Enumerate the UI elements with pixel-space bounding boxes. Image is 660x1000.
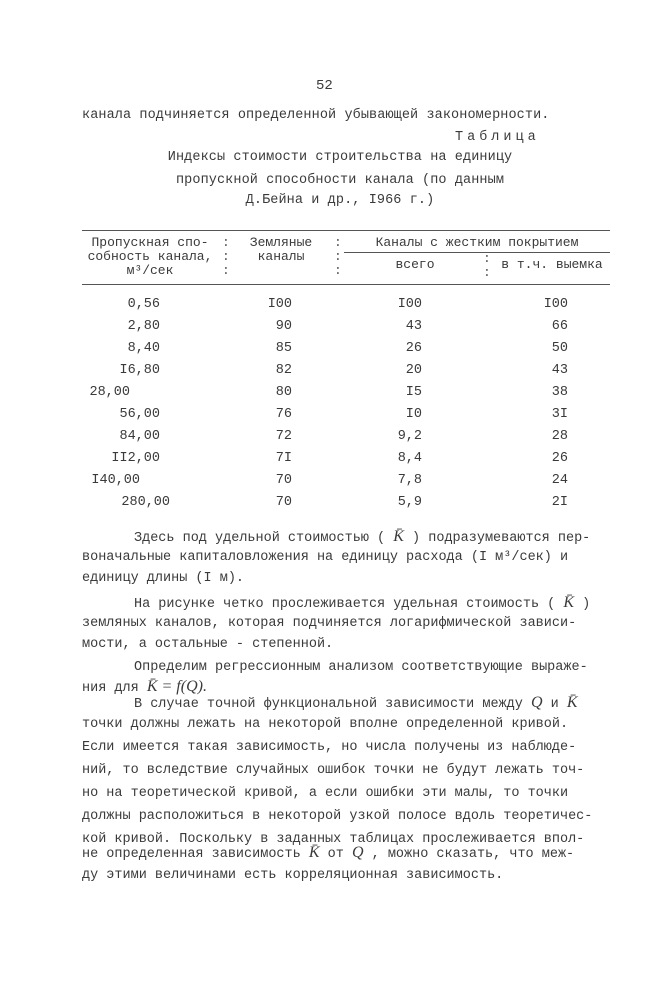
paragraph-4-line-2: точки должны лежать на некоторой вполне определенной кривой. <box>82 717 569 732</box>
table-row <box>0 451 660 473</box>
cell-earth: 76 <box>275 407 292 422</box>
cell-total: I0 <box>405 407 422 422</box>
header-capacity-line-1: Пропускная спо- <box>91 235 209 250</box>
paragraph-4-line-7: кой кривой. Поскольку в заданных таблицах прослеживается впол- <box>82 832 585 847</box>
table-row <box>0 363 660 385</box>
cell-earth: 70 <box>275 495 292 510</box>
cell-cut: I00 <box>543 297 568 312</box>
header-total: всего <box>395 257 435 272</box>
table-row <box>0 407 660 429</box>
header-earth-line-2: каналы <box>257 249 305 264</box>
cell-capacity: 2,80 <box>127 319 160 334</box>
cell-earth: 82 <box>275 363 292 378</box>
cell-cut: 50 <box>551 341 568 356</box>
paragraph-3-line-1: Определим регрессионным анализом соответствующие выраже- <box>134 660 588 675</box>
table-label: Таблица <box>455 130 540 145</box>
p1-text-b: ) подразумеваются пер- <box>412 531 591 546</box>
cell-total: I5 <box>405 385 422 400</box>
header-capacity <box>80 236 220 278</box>
intro-line: канала подчиняется определенной убывающей закономерности. <box>82 108 550 123</box>
p2-text-a: На рисунке четко прослеживается удельная стоимость ( <box>134 597 556 612</box>
p3-text-a: ния для <box>82 681 139 696</box>
table-row <box>0 429 660 451</box>
table-row <box>0 297 660 319</box>
cell-capacity: 8,40 <box>127 341 160 356</box>
cell-cut: 24 <box>551 473 568 488</box>
table-title-line-2: пропускной способности канала (по данным <box>175 173 505 188</box>
paragraph-1-line-1 <box>134 526 590 549</box>
cell-earth: 85 <box>275 341 292 356</box>
k-bar-symbol: K̄ <box>393 528 404 545</box>
cell-total: 26 <box>405 341 422 356</box>
table-row <box>0 319 660 341</box>
cell-capacity: I40,00 <box>91 473 140 488</box>
cell-cut: 3I <box>551 407 568 422</box>
cell-total: 9,2 <box>397 429 422 444</box>
table-title-line-3: Д.Бейна и др., I966 г.) <box>245 193 435 208</box>
cell-earth: 72 <box>275 429 292 444</box>
cell-capacity: 56,00 <box>119 407 160 422</box>
table-row <box>0 385 660 407</box>
p4-text-a: В случае точной функциональной зависимости между <box>134 697 523 712</box>
cell-earth: 7I <box>275 451 292 466</box>
cell-cut: 38 <box>551 385 568 400</box>
cell-cut: 43 <box>551 363 568 378</box>
k-bar-symbol: K̄ <box>566 694 578 711</box>
cell-cut: 66 <box>551 319 568 334</box>
cell-capacity: 28,00 <box>89 385 130 400</box>
header-cut: в т.ч. выемка <box>501 257 603 272</box>
cell-total: 7,8 <box>397 473 422 488</box>
q-symbol: Q <box>351 844 364 861</box>
cell-earth: 70 <box>275 473 292 488</box>
p4-l8-text-b: , можно сказать, что меж- <box>371 847 575 862</box>
page-number: 52 <box>316 78 333 94</box>
p4-l8-text-a: не определенная зависимость <box>82 847 301 862</box>
header-capacity-line-2: собность канала, <box>87 249 213 264</box>
table-row <box>0 495 660 517</box>
cell-total: 8,4 <box>397 451 422 466</box>
cell-capacity: I6,80 <box>119 363 160 378</box>
header-rigid-group: Каналы с жестким покрытием <box>375 235 579 250</box>
cell-total: 5,9 <box>397 495 422 510</box>
cell-total: 20 <box>405 363 422 378</box>
table-top-rule <box>82 230 610 231</box>
paragraph-4-line-6: должны расположиться в некоторой узкой полосе вдоль теоретичес- <box>82 809 593 824</box>
table-header-bottom-rule <box>82 284 610 285</box>
k-bar-symbol: K̄ <box>308 844 320 861</box>
p2-text-b: ) <box>582 597 591 612</box>
header-earth-line-1: Земляные <box>249 235 313 250</box>
cell-total: 43 <box>405 319 422 334</box>
header-separator-2: : : : <box>334 235 342 278</box>
cell-capacity: 84,00 <box>119 429 160 444</box>
cell-cut: 28 <box>551 429 568 444</box>
q-symbol: Q <box>530 694 543 711</box>
paragraph-2-line-1 <box>134 592 590 615</box>
header-separator-3: : : <box>483 251 491 280</box>
paragraph-4-line-8 <box>82 842 574 865</box>
paragraph-4-line-3: Если имеется такая зависимость, но числа получены из наблюде- <box>82 740 577 755</box>
cell-capacity: II2,00 <box>111 451 160 466</box>
paragraph-4-line-9: ду этими величинами есть корреляционная зависимость. <box>82 868 504 883</box>
cell-earth: 90 <box>275 319 292 334</box>
cell-cut: 2I <box>551 495 568 510</box>
table-row <box>0 341 660 363</box>
header-separator-1: : : : <box>222 235 230 278</box>
paragraph-4-line-1 <box>134 692 578 715</box>
cell-cut: 26 <box>551 451 568 466</box>
p1-text-a: Здесь под удельной стоимостью ( <box>134 531 386 546</box>
paragraph-2-line-2: земляных каналов, которая подчиняется логарифмической зависи- <box>82 616 577 631</box>
paragraph-4-line-4: ний, то вследствие случайных ошибок точки не будут лежать точ- <box>82 763 585 778</box>
cell-total: I00 <box>397 297 422 312</box>
table-row <box>0 473 660 495</box>
group-rule <box>344 252 610 253</box>
p4-l8-ot: от <box>327 847 344 862</box>
table-title-line-1: Индексы стоимости строительства на единицу <box>167 150 513 165</box>
p4-and: и <box>550 697 559 712</box>
cell-earth: 80 <box>275 385 292 400</box>
paragraph-4-line-5: но на теоретической кривой, а если ошибки эти малы, то точки <box>82 786 569 801</box>
paragraph-1-line-3: единицу длины (I м). <box>82 571 245 586</box>
regression-formula: K̄ = f(Q). <box>146 678 207 695</box>
paragraph-2-line-3: мости, а остальные - степенной. <box>82 637 334 652</box>
cell-capacity: 0,56 <box>127 297 160 312</box>
cell-capacity: 280,00 <box>121 495 170 510</box>
paragraph-1-line-2: воначальные капиталовложения на единицу расхода (I м³/сек) и <box>82 550 569 565</box>
cell-earth: I00 <box>267 297 292 312</box>
header-earth-channels <box>236 236 326 264</box>
k-bar-symbol: K̄ <box>563 594 575 611</box>
header-capacity-line-3: м³/сек <box>126 263 174 278</box>
